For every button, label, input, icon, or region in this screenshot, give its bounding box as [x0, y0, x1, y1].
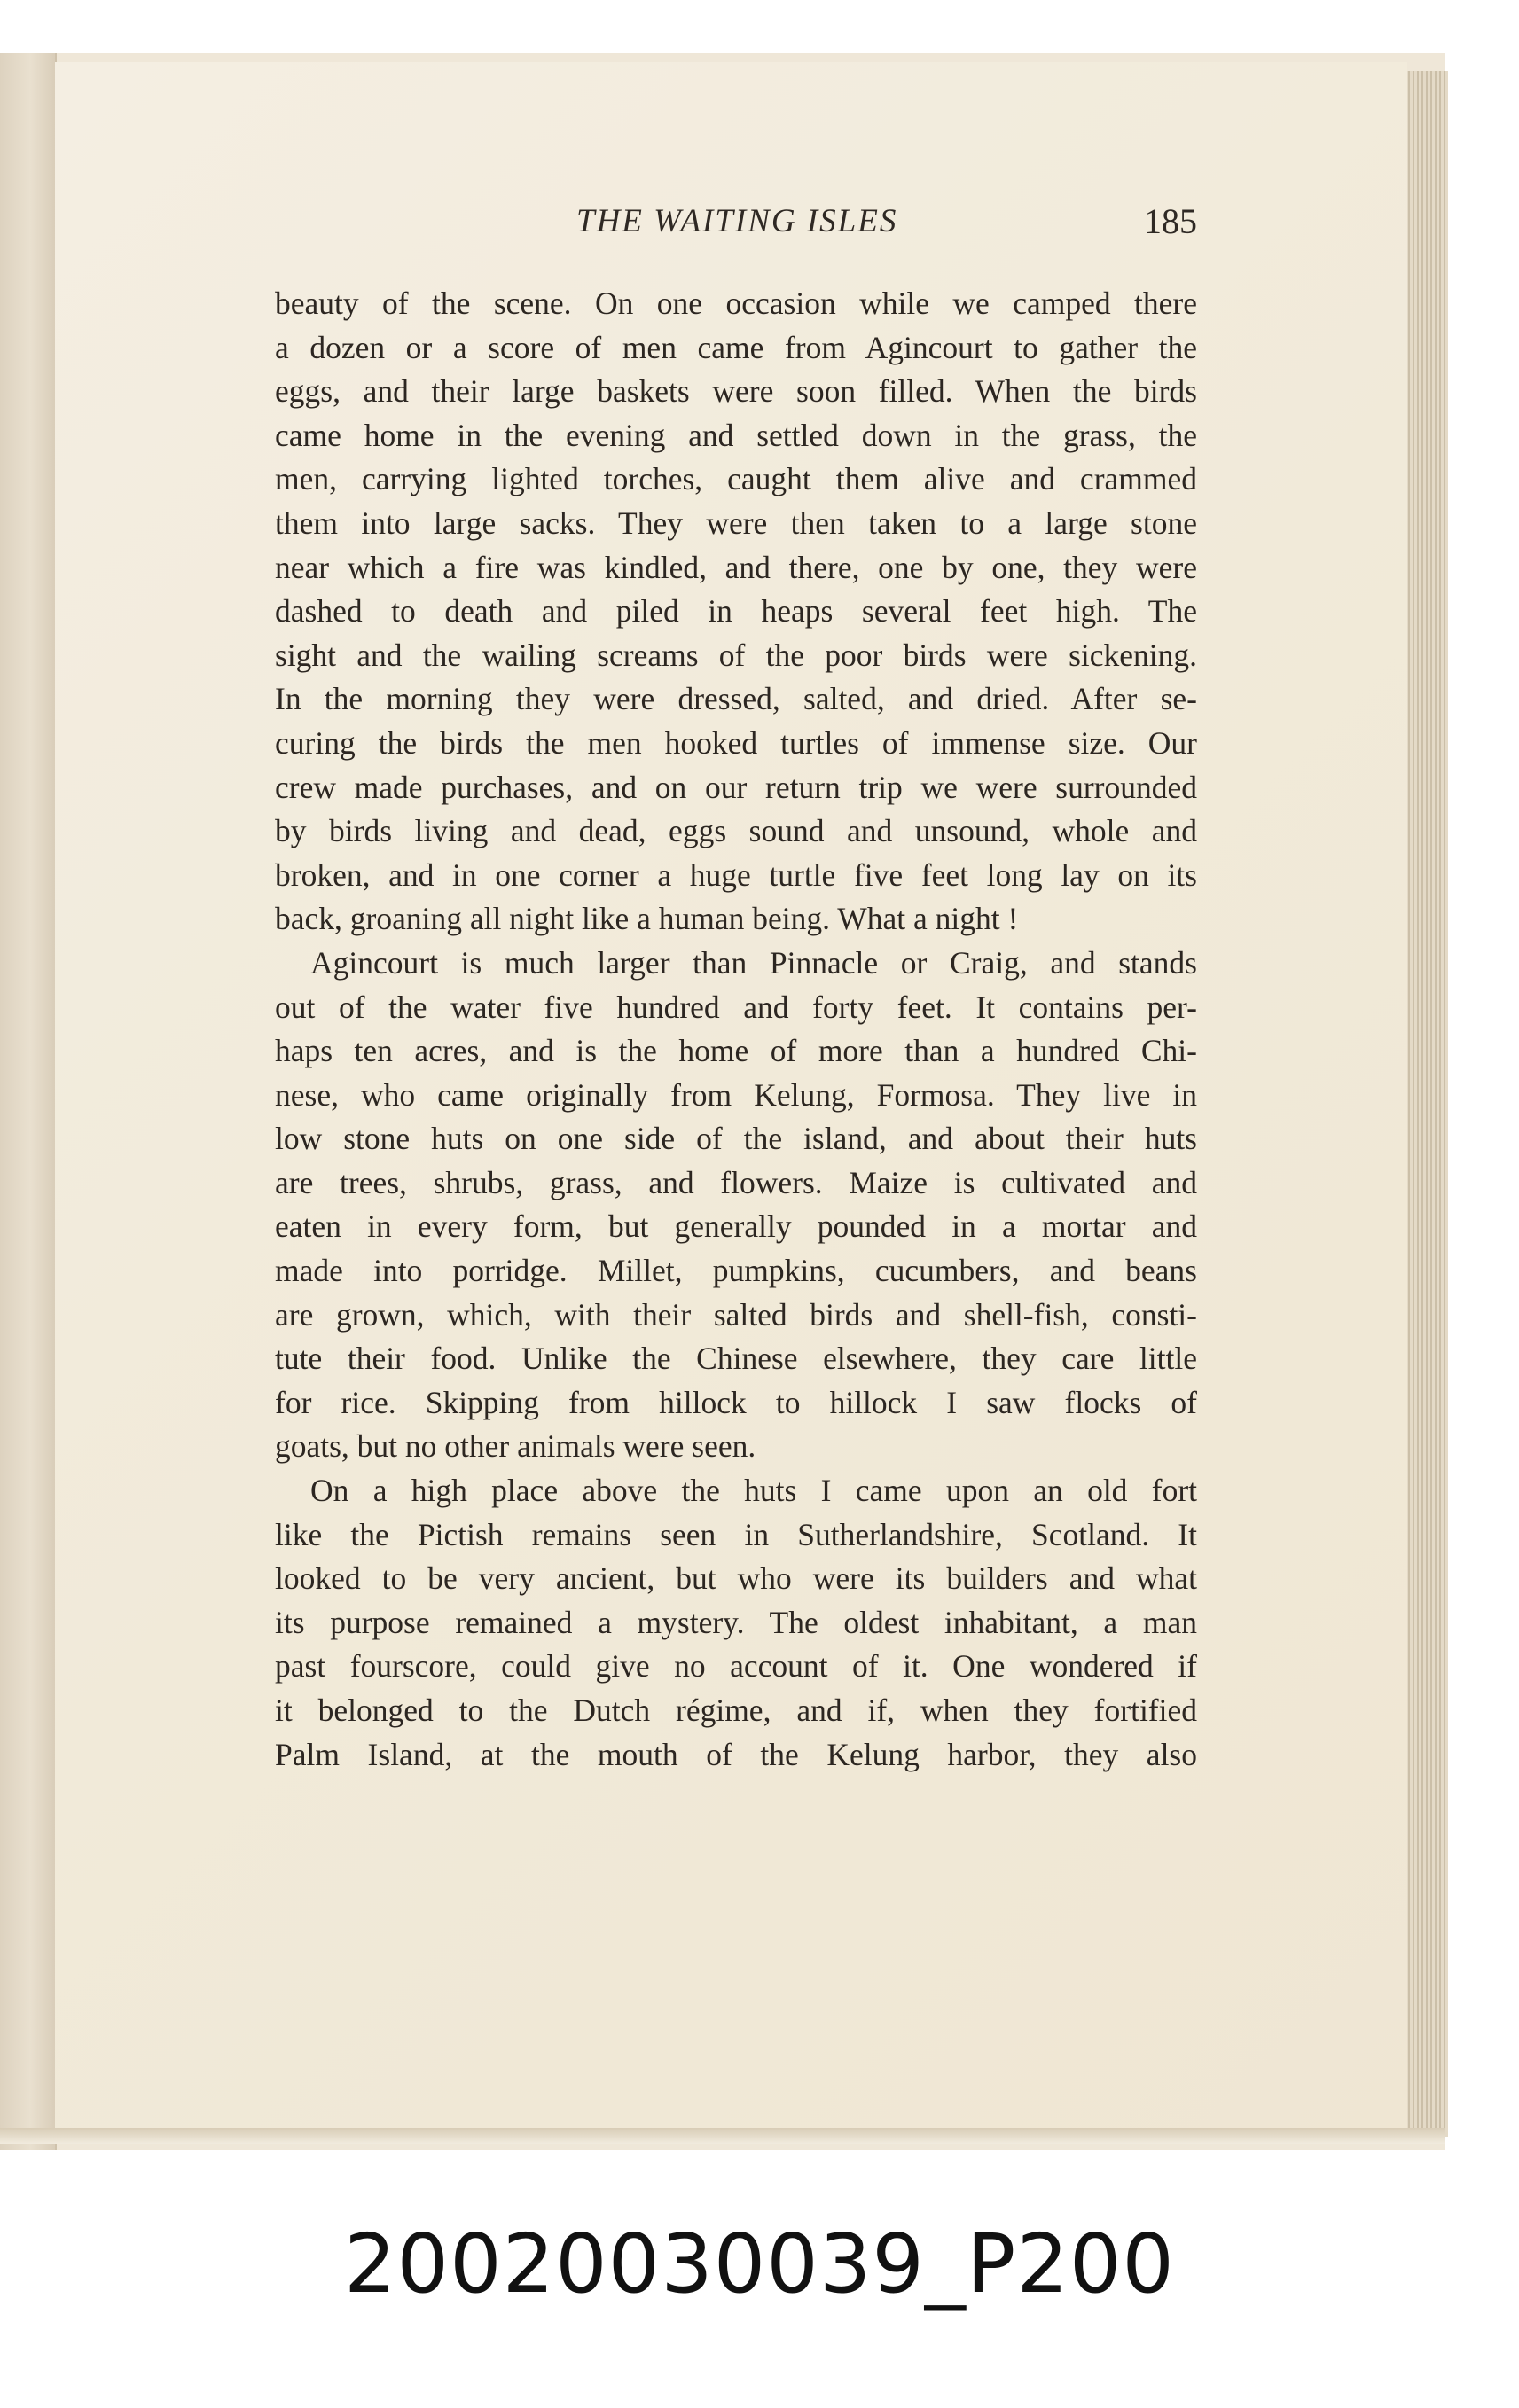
page-number: 185 [1144, 201, 1197, 241]
text-line: beauty of the scene. On one occasion while we camped there [275, 285, 1197, 321]
text-line: a dozen or a score of men came from Agincourt to gather the [275, 329, 1197, 365]
text-line: haps ten acres, and is the home of more than a hundred Chi- [275, 1033, 1197, 1069]
text-line: past fourscore, could give no account of it. One wondered if [275, 1648, 1197, 1685]
text-line: sight and the wailing screams of the poor birds were sickening. [275, 637, 1197, 673]
text-line: crew made purchases, and on our return trip we were surrounded [275, 769, 1197, 805]
text-line: Agincourt is much larger than Pinnacle or Craig, and stands [310, 944, 1197, 981]
text-line: low stone huts on one side of the island, and about their huts [275, 1121, 1197, 1157]
text-line: looked to be very ancient, but who were its builders and what [275, 1560, 1197, 1597]
facing-page-edge [0, 53, 57, 2150]
running-head [275, 202, 1197, 246]
text-line: Palm Island, at the mouth of the Kelung harbor, they also [275, 1736, 1197, 1772]
body-text [275, 282, 1197, 1777]
text-line: curing the birds the men hooked turtles of immense size. Our [275, 724, 1197, 761]
page-bottom-shadow [0, 2128, 1445, 2144]
text-line: out of the water five hundred and forty feet. It contains per- [275, 989, 1197, 1025]
text-line: broken, and in one corner a huge turtle five feet long lay on its [275, 856, 1197, 893]
text-line: for rice. Skipping from hillock to hillock I saw flocks of [275, 1384, 1197, 1420]
text-line: men, carrying lighted torches, caught them alive and crammed [275, 461, 1197, 497]
text-line: are grown, which, with their salted birds and shell-fish, consti- [275, 1296, 1197, 1333]
text-line: by birds living and dead, eggs sound and unsound, whole and [275, 813, 1197, 849]
text-line: tute their food. Unlike the Chinese elsewhere, they care little [275, 1341, 1197, 1377]
text-line: eaten in every form, but generally pounded in a mortar and [275, 1208, 1197, 1245]
text-line: made into porridge. Millet, pumpkins, cucumbers, and beans [275, 1253, 1197, 1289]
text-line: near which a fire was kindled, and there, one by one, they were [275, 549, 1197, 585]
text-line: are trees, shrubs, grass, and flowers. Maize is cultivated and [275, 1164, 1197, 1200]
image-id-caption: 20020030039_P200 [344, 2216, 1175, 2311]
text-line: like the Pictish remains seen in Sutherlandshire, Scotland. It [275, 1516, 1197, 1552]
text-line: In the morning they were dressed, salted, and dried. After se- [275, 681, 1197, 717]
text-line: eggs, and their large baskets were soon filled. When the birds [275, 373, 1197, 410]
text-line: came home in the evening and settled down in the grass, the [275, 417, 1197, 453]
text-line: it belonged to the Dutch régime, and if, when they fortified [275, 1693, 1197, 1728]
text-line: On a high place above the huts I came upon an old fort [310, 1473, 1197, 1509]
text-line: them into large sacks. They were then taken to a large stone [275, 504, 1197, 541]
text-line: goats, but no other animals were seen. [275, 1428, 756, 1465]
text-line: its purpose remained a mystery. The oldest inhabitant, a man [275, 1604, 1197, 1640]
running-title: THE WAITING ISLES [576, 203, 898, 239]
text-line: nese, who came originally from Kelung, Formosa. They live in [275, 1076, 1197, 1113]
text-line: dashed to death and piled in heaps several feet high. The [275, 593, 1197, 629]
page-stack-edges [1405, 71, 1448, 2137]
text-line: back, groaning all night like a human being. What a night ! [275, 901, 1019, 937]
